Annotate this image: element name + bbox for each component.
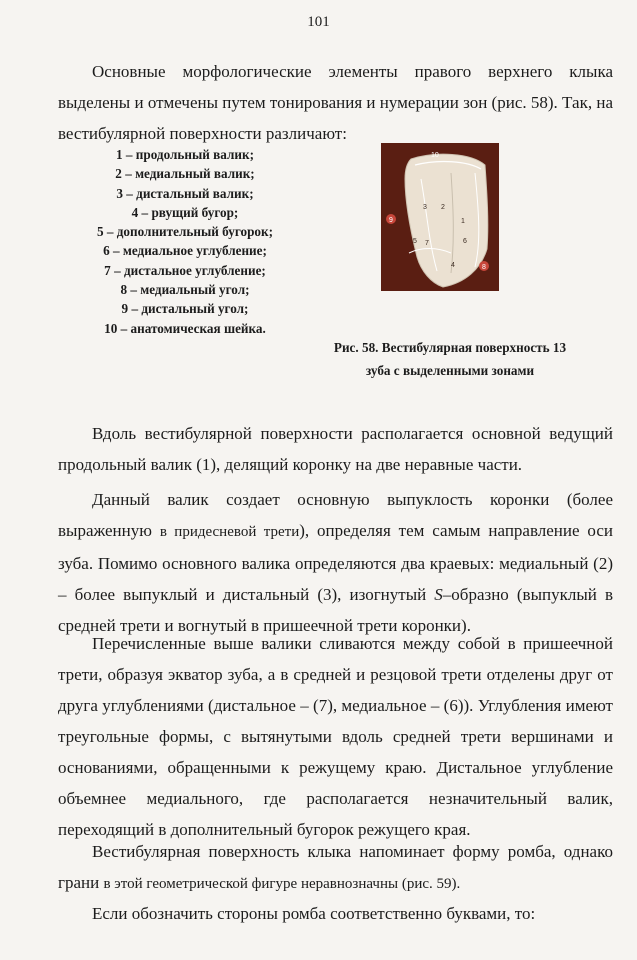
text-run: Данный валик создает основную выпуклость коронки (более выраженную — [58, 490, 613, 540]
text-run: ), определяя тем самым направление оси зуба. Помимо основного валика определяются два краевых: медиальный (2) – более выпуклый и дистальный (3), изогнутый — [58, 521, 613, 604]
figure-caption — [300, 336, 600, 382]
figure-label: 9 — [389, 217, 393, 224]
body-paragraph — [58, 484, 613, 641]
text-run: в этой геометрической фигуре неравнозначны (рис. 59). — [103, 876, 461, 892]
text-run: Вестибулярная поверхность клыка напоминает форму ромба, однако грани — [58, 842, 613, 892]
page-number: 101 — [307, 14, 330, 30]
figure-label: 4 — [451, 262, 455, 269]
figure-label: 1 — [461, 218, 465, 225]
zone-item: 9 – дистальный угол; — [121, 301, 249, 317]
zone-item: 4 – рвущий бугор; — [131, 204, 239, 220]
caption-line: зуба с выделенными зонами — [365, 363, 535, 378]
body-paragraph: Перечисленные выше валики сливаются между собой в пришеечной трети, образуя экватор зуба, а в средней и резцовой трети отделены друг от друга углублениями (дистальное – (7), медиальное – (6)). Углубления имеют треугольные формы, с вытянутыми вдоль средней трети вершинами и основаниями, обращенными к режущему краю. Дистальное углубление объемнее медиального, где располагается незначительный валик, переходящий в дополнительный бугорок режущего края. — [58, 634, 613, 839]
figure-label: 2 — [441, 204, 445, 211]
figure-label: 8 — [482, 264, 486, 271]
body-paragraph — [58, 836, 613, 900]
body-paragraph: Вдоль вестибулярной поверхности располагается основной ведущий продольный валик (1), делящий коронку на две неравные части. — [58, 424, 613, 474]
zone-item: 2 – медиальный валик; — [115, 166, 255, 182]
caption-line: Рис. 58. Вестибулярная поверхность 13 — [333, 340, 567, 355]
zone-item: 3 – дистальный валик; — [116, 185, 254, 201]
figure-label: 6 — [463, 238, 467, 245]
figure-label: 3 — [423, 204, 427, 211]
zone-item: 1 – продольный валик; — [116, 147, 254, 162]
figure-label: 10 — [431, 152, 439, 159]
figure-label: 5 — [413, 238, 417, 245]
zone-item: 6 – медиальное углубление; — [103, 243, 267, 259]
zone-item: 7 – дистальное углубление; — [104, 262, 266, 278]
zone-item: 10 – анатомическая шейка. — [104, 320, 266, 336]
figure-label: 7 — [425, 240, 429, 247]
tooth-figure — [381, 143, 499, 291]
zone-item: 5 – дополнительный бугорок; — [96, 224, 273, 240]
intro-paragraph: Основные морфологические элементы правого верхнего клыка выделены и отмечены путем тонирования и нумерации зон (рис. 58). Так, на вестибулярной поверхности различают: — [58, 62, 613, 143]
body-paragraph: Если обозначить стороны ромба соответственно буквами, то: — [92, 904, 536, 923]
text-run: S — [434, 585, 443, 604]
text-run: в придесневой трети — [159, 524, 300, 540]
text-run: –образно (выпуклый в средней трети и вогнутый в пришеечной трети коронки). — [58, 585, 613, 635]
zone-item: 8 – медиальный угол; — [120, 282, 250, 298]
zone-list — [60, 145, 310, 338]
